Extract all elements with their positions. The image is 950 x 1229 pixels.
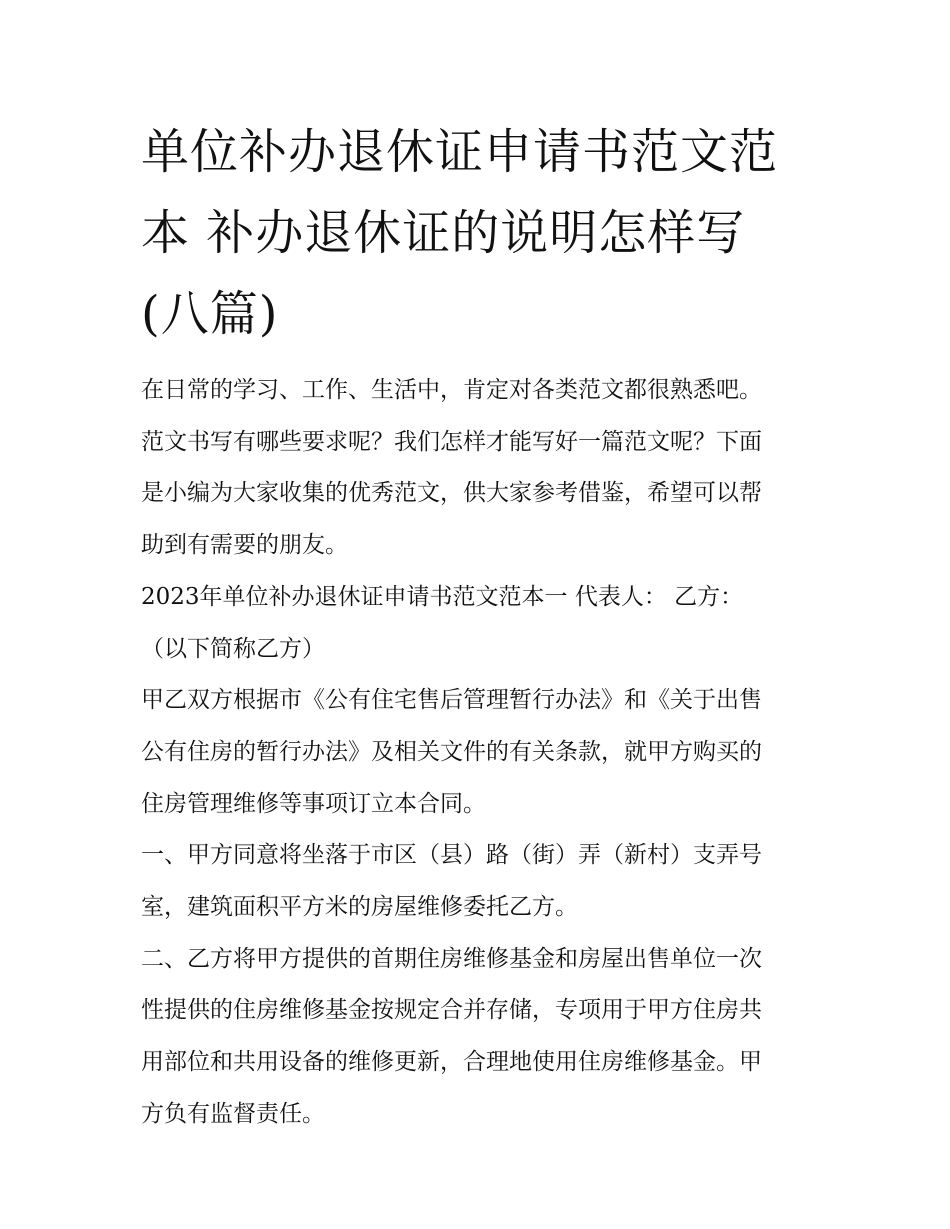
- intro-paragraph: [141, 365, 813, 572]
- text-line: 甲乙双方根据市《公有住宅售后管理暂行办法》和《关于出售: [141, 687, 762, 714]
- document-content: [141, 112, 813, 1141]
- title-line: (八篇): [141, 286, 279, 342]
- title-line: 单位补办退休证申请书范文范: [141, 124, 779, 180]
- text-line: 性提供的住房维修基金按规定合并存储，专项用于甲方住房共: [141, 997, 762, 1024]
- text-line: 是小编为大家收集的优秀范文，供大家参考借鉴，希望可以帮: [141, 480, 762, 507]
- text-line: 一、甲方同意将坐落于市区（县）路（街）弄（新村）支弄号: [141, 842, 762, 869]
- agreement-paragraph: [141, 675, 813, 830]
- document-body: [141, 365, 813, 1141]
- text-line: 在日常的学习、工作、生活中，肯定对各类范文都很熟悉吧。: [141, 377, 762, 403]
- text-line: 2023年单位补办退休证申请书范文范本一 代表人： 乙方：: [141, 583, 744, 610]
- text-line: 范文书写有哪些要求呢？我们怎样才能写好一篇范文呢？下面: [141, 428, 762, 455]
- text-line: 方负有监督责任。: [141, 1100, 325, 1127]
- clause-two-paragraph: [141, 934, 813, 1141]
- text-line: 室，建筑面积平方米的房屋维修委托乙方。: [141, 894, 578, 921]
- title-line: 本 补办退休证的说明怎样写: [141, 205, 746, 261]
- text-line: 住房管理维修等事项订立本合同。: [141, 790, 486, 817]
- text-line: （以下简称乙方）: [141, 635, 325, 662]
- text-line: 公有住房的暂行办法》及相关文件的有关条款，就甲方购买的: [141, 738, 762, 765]
- text-line: 二、乙方将甲方提供的首期住房维修基金和房屋出售单位一次: [141, 945, 762, 972]
- text-line: 助到有需要的朋友。: [141, 532, 348, 559]
- text-line: 用部位和共用设备的维修更新，合理地使用住房维修基金。甲: [141, 1049, 762, 1076]
- document-title: [141, 112, 813, 355]
- section-heading-paragraph: [141, 572, 813, 675]
- clause-one-paragraph: [141, 830, 813, 933]
